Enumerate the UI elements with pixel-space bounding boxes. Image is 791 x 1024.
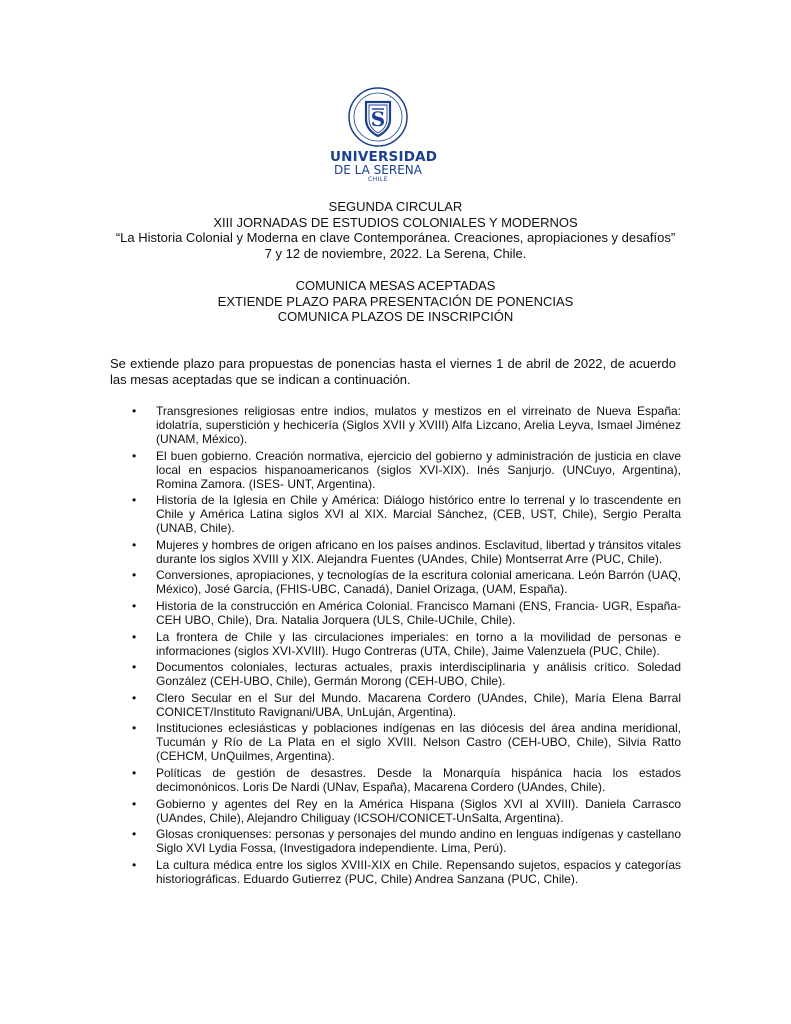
- list-item: [128, 721, 681, 763]
- announcements-block: [60, 278, 731, 325]
- bullet-icon: •: [132, 660, 137, 675]
- list-item: [128, 797, 681, 825]
- list-item: [128, 568, 681, 596]
- bullet-icon: •: [132, 493, 137, 508]
- list-item: [128, 858, 681, 886]
- list-item: [128, 630, 681, 658]
- announcement-1: COMUNICA MESAS ACEPTADAS: [295, 278, 496, 293]
- list-item: [128, 449, 681, 491]
- bullet-icon: •: [132, 448, 137, 463]
- bullet-icon: •: [132, 827, 137, 842]
- bullet-icon: •: [132, 765, 137, 780]
- panel-text: Documentos coloniales, lecturas actuales, praxis interdisciplinaria y análisis crítico. Soledad González (CEH-UBO, Chile), Germán Morong (CEH-UBO, Chile).: [156, 660, 681, 689]
- panel-text: Gobierno y agentes del Rey en la América Hispana (Siglos XVI al XVIII). Daniela Carrasco (UAndes, Chile), Alejandro Chiliguay (ICSOH/CONICET-UnSalta, Argentina).: [156, 796, 681, 825]
- announcement-2: EXTIENDE PLAZO PARA PRESENTACIÓN DE PONENCIAS: [217, 293, 574, 309]
- list-item: [128, 599, 681, 627]
- bullet-icon: •: [132, 721, 137, 736]
- announcement-3: COMUNICA PLAZOS DE INSCRIPCIÓN: [277, 309, 514, 324]
- list-item: [128, 493, 681, 535]
- bullet-icon: •: [132, 857, 137, 872]
- panel-text: Instituciones eclesiásticas y poblaciones indígenas en las diócesis del área andina meridional, Tucumán y Río de La Plata en el siglo XVIII. Nelson Castro (CEH-UBO, Chile), Silvia Ratto (CEHCM, UnQuilmes, Argentina).: [156, 721, 681, 764]
- panel-text: El buen gobierno. Creación normativa, ejercicio del gobierno y administración de justicia en clave local en espacios hispanoamericanos (siglos XVI-XIX). Inés Sanjurjo. (UNCuyo, Argentina), Romina Zamora. (ISES- UNT, Argentina).: [156, 448, 681, 491]
- list-item: [128, 660, 681, 688]
- event-title: XIII JORNADAS DE ESTUDIOS COLONIALES Y MODERNOS: [213, 214, 578, 230]
- panel-text: La frontera de Chile y las circulaciones imperiales: en torno a la movilidad de personas e informaciones (siglos XVI-XVIII). Hugo Contreras (UTA, Chile), Jaime Valenzuela (PUC, Chile).: [156, 629, 681, 658]
- logo-line-1: UNIVERSIDAD: [330, 149, 438, 165]
- panel-text: Historia de la construcción en América Colonial. Francisco Mamani (ENS, Francia- UGR, España- CEH UBO, Chile), Dra. Natalia Jorquera (ULS, Chile-UChile, Chile).: [156, 598, 681, 627]
- panel-text: Mujeres y hombres de origen africano en los países andinos. Esclavitud, libertad y tránsitos vitales durante los siglos XVIII y XIX. Alejandra Fuentes (UAndes, Chile) Montserrat Arre (PUC, Chile).: [156, 537, 681, 566]
- svg-text:S: S: [370, 107, 386, 131]
- event-dates: 7 y 12 de noviembre, 2022. La Serena, Chile.: [264, 245, 527, 261]
- bullet-icon: •: [132, 537, 137, 552]
- panel-text: Glosas croniquenses: personas y personajes del mundo andino en lenguas indígenas y castellano Siglo XVI Lydia Fossa, (Investigadora independiente. Lima, Perú).: [156, 827, 681, 856]
- bullet-icon: •: [132, 404, 137, 418]
- list-item: [128, 404, 681, 446]
- logo-line-3: CHILE: [367, 176, 389, 183]
- circular-header: [60, 199, 731, 261]
- list-item: [128, 691, 681, 719]
- university-crest-icon: [347, 86, 409, 148]
- panel-text: Conversiones, apropiaciones, y tecnologías de la escritura colonial americana. León Barrón (UAQ, México), José García, (FHIS-UBC, Canadá), Daniel Orizaga, (UAM, España).: [156, 568, 681, 597]
- panel-text: La cultura médica entre los siglos XVIII-XIX en Chile. Repensando sujetos, espacios y categorías historiográficas. Eduardo Gutierrez (PUC, Chile) Andrea Sanzana (PUC, Chile).: [156, 857, 681, 886]
- bullet-icon: •: [132, 629, 137, 644]
- panel-text: Historia de la Iglesia en Chile y América: Diálogo histórico entre lo terrenal y lo trascendente en Chile y América Latina siglos XVI al XIX. Marcial Sánchez, (CEB, UST, Chile), Sergio Peralta (UNAB, Chile).: [156, 493, 681, 536]
- list-item: [128, 766, 681, 794]
- bullet-icon: •: [132, 568, 137, 583]
- panel-text: Políticas de gestión de desastres. Desde la Monarquía hispánica hacia los estados decimonónicos. Loris De Nardi (UNav, España), Macarena Cordero (UAndes, Chile).: [156, 765, 681, 794]
- university-logo: [330, 86, 438, 183]
- list-item: [128, 827, 681, 855]
- logo-line-2: DE LA SERENA: [334, 163, 422, 177]
- circular-number: SEGUNDA CIRCULAR: [328, 199, 463, 214]
- list-item: [128, 538, 681, 566]
- bullet-icon: •: [132, 598, 137, 613]
- panel-text: Transgresiones religiosas entre indios, mulatos y mestizos en el virreinato de Nueva España: idolatría, superstición y hechicería (Siglos XVII y XVIII) Alfa Lizcano, Arelia Leyva, Ismael Jiménez (UNAM, México).: [156, 404, 681, 446]
- intro-paragraph: Se extiende plazo para propuestas de ponencias hasta el viernes 1 de abril de 2022, de acuerdo las mesas aceptadas que se indican a continuación.: [110, 356, 676, 387]
- bullet-icon: •: [132, 690, 137, 705]
- event-theme: “La Historia Colonial y Moderna en clave Contemporánea. Creaciones, apropiaciones y desafíos”: [115, 230, 676, 245]
- panel-list: [128, 404, 681, 888]
- panel-text: Clero Secular en el Sur del Mundo. Macarena Cordero (UAndes, Chile), María Elena Barral CONICET/Instituto Ravignani/UBA, UnLuján, Argentina).: [156, 690, 681, 719]
- bullet-icon: •: [132, 796, 137, 811]
